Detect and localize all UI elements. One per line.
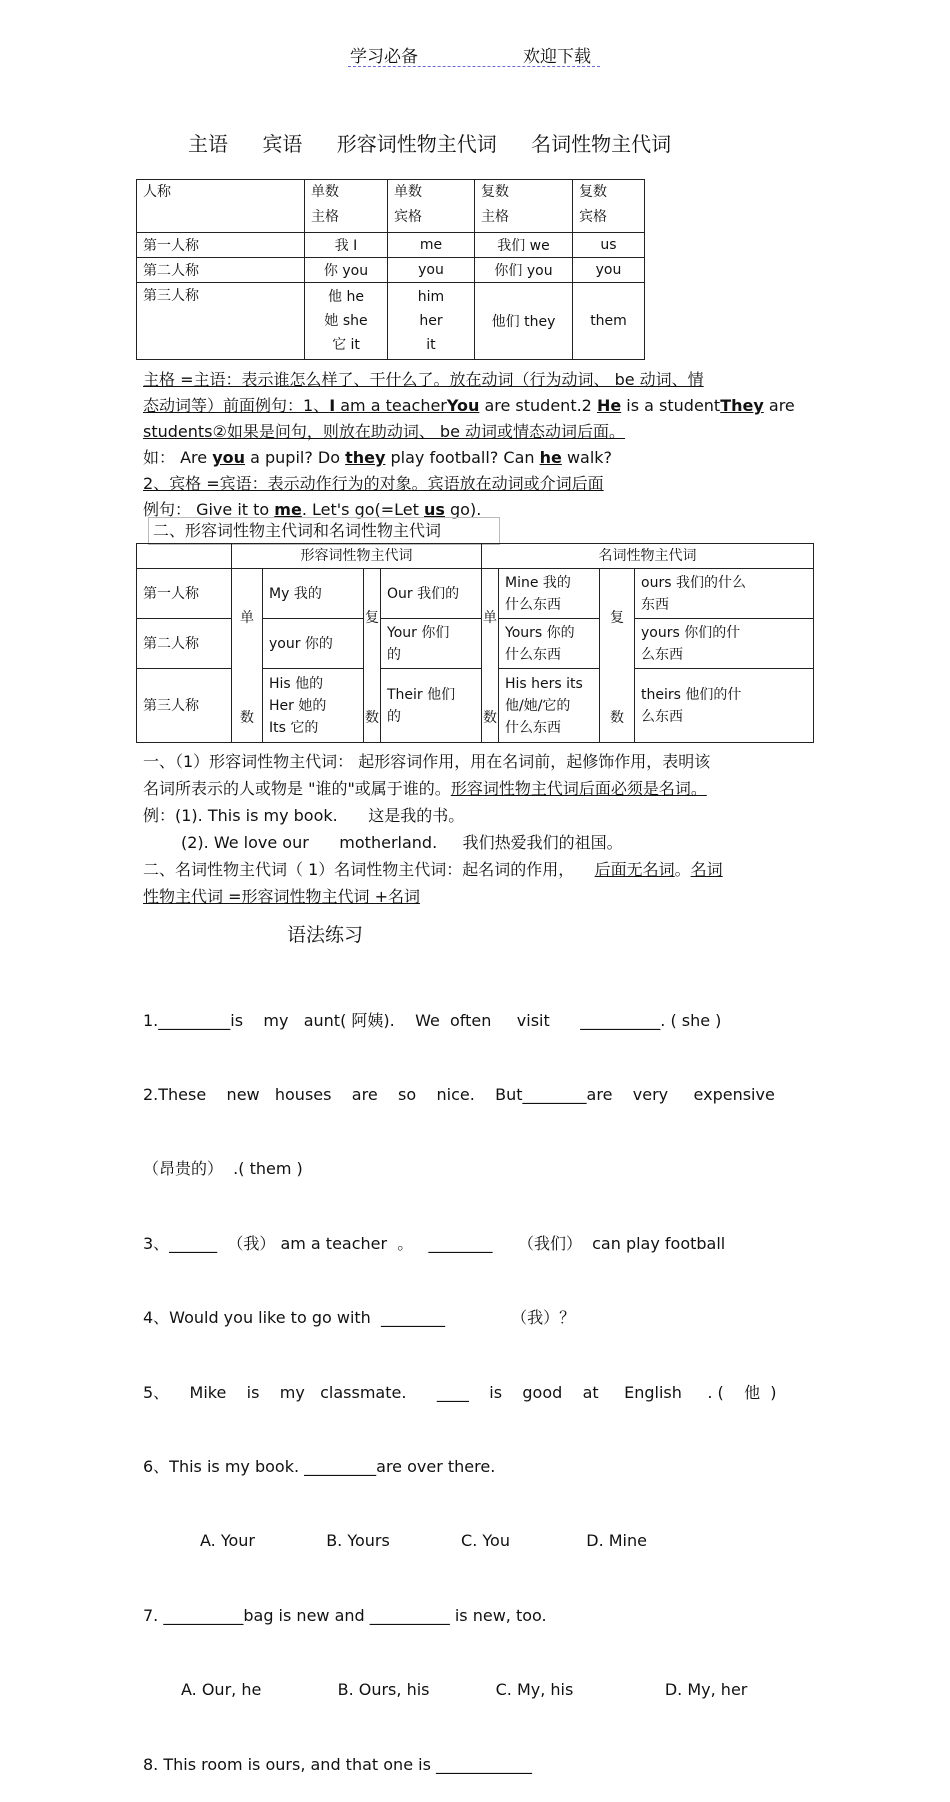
- page-header: [348, 42, 600, 67]
- cell-pl-subj: 你们 you: [475, 258, 573, 283]
- list-item: 7. __________bag is new and __________ is new, too.: [143, 1605, 547, 1625]
- list-item: 3、______ （我） am a teacher 。 ________ （我们） can play football: [143, 1233, 726, 1253]
- row-person: 第二人称: [137, 258, 305, 283]
- page-title: [188, 128, 699, 157]
- header-sg-subj: 单数 主格: [305, 180, 388, 233]
- cell-adj-sg: your 你的: [263, 619, 364, 669]
- row-person: 第一人称: [137, 569, 232, 619]
- row-person: 第一人称: [137, 233, 305, 258]
- cell-sg-obj: me: [388, 233, 475, 258]
- table-row: [137, 569, 814, 619]
- header-sg-obj: 单数 宾格: [388, 180, 475, 233]
- header-right: 欢迎下载: [523, 47, 591, 67]
- possessive-pronoun-table: [136, 543, 814, 743]
- exercise-title: 语法练习: [287, 924, 364, 946]
- pronoun-case-table: [136, 179, 645, 360]
- cell-noun-sg: Mine 我的 什么东西: [499, 569, 600, 619]
- title-adj-possessive: 形容词性物主代词: [336, 132, 497, 156]
- list-item: 2.These new houses are so nice. But________are very expensive: [143, 1084, 775, 1104]
- cell-sg-subj: 你 you: [305, 258, 388, 283]
- header-person: 人称: [137, 180, 305, 233]
- adj-pl-label: 复 数: [364, 569, 381, 743]
- table-row: [137, 233, 645, 258]
- list-item: A. Your B. Yours C. You D. Mine: [200, 1531, 647, 1551]
- noun-sg-label: 单 数: [482, 569, 499, 743]
- list-item: 5、 Mike is my classmate. ____ is good at English . ( 他 ): [143, 1382, 777, 1402]
- list-item: 6、This is my book. _________are over there.: [143, 1456, 496, 1476]
- exercise-list: [143, 959, 808, 1802]
- cell-pl-subj: 他们 they: [475, 283, 573, 360]
- cell-noun-sg: Yours 你的 什么东西: [499, 619, 600, 669]
- title-noun-possessive: 名词性物主代词: [531, 132, 672, 156]
- header-pl-subj: 复数 主格: [475, 180, 573, 233]
- cell-sg-subj: 他 he 她 she 它 it: [305, 283, 388, 360]
- cell-sg-subj: 我 I: [305, 233, 388, 258]
- cell-sg-obj: you: [388, 258, 475, 283]
- cell-noun-sg: His hers its 他/她/它的 什么东西: [499, 669, 600, 743]
- header-left: 学习必备: [350, 47, 418, 67]
- header-noun-possessive: 名词性物主代词: [482, 544, 814, 569]
- list-item: （昂贵的） .( them ): [143, 1159, 303, 1179]
- table-row: [137, 283, 645, 360]
- noun-pl-label: 复 数: [600, 569, 635, 743]
- list-item: A. Our, he B. Ours, his C. My, his D. My, her: [181, 1680, 748, 1700]
- cell-noun-pl: theirs 他们的什 么东西: [635, 669, 814, 743]
- row-person: 第二人称: [137, 619, 232, 669]
- section2-title: 二、形容词性物主代词和名词性物主代词: [148, 517, 500, 545]
- table-header-row: [137, 180, 645, 233]
- cell-pl-subj: 我们 we: [475, 233, 573, 258]
- title-object: 宾语: [262, 132, 303, 156]
- list-item: 4、Would you like to go with ________ （我）？: [143, 1308, 576, 1328]
- row-person: 第三人称: [137, 283, 305, 360]
- cell-noun-pl: yours 你们的什 么东西: [635, 619, 814, 669]
- cell-pl-obj: you: [573, 258, 645, 283]
- cell-sg-obj: him her it: [388, 283, 475, 360]
- subject-case-explanation: 主格 =主语：表示谁怎么样了、干什么了。放在动词（行为动词、 be 动词、情 态动词等）前面例句：1、I am a teacherYou are student.2 He is a studentThey are students②如果是问句，则放在助动词、 be 动词或情态动词后面。 如： Are you a pupil? Do they play football? Can he walk? 2、宾格 =宾语：表示动作行为的对象。宾语放在动词或介词后面 例句： Give it to me. Let's go(=Let us go).: [143, 370, 795, 519]
- list-item: 1._________is my aunt( 阿姨). We often visit __________. ( she ): [143, 1010, 722, 1030]
- list-item: 8. This room is ours, and that one is ____________: [143, 1754, 532, 1774]
- table-header-row: [137, 544, 814, 569]
- title-subject: 主语: [188, 132, 228, 156]
- cell-adj-pl: Your 你们 的: [381, 619, 482, 669]
- cell-pl-obj: them: [573, 283, 645, 360]
- cell-adj-pl: Their 他们 的: [381, 669, 482, 743]
- table-row: [137, 258, 645, 283]
- header-adj-possessive: 形容词性物主代词: [232, 544, 482, 569]
- cell-pl-obj: us: [573, 233, 645, 258]
- row-person: 第三人称: [137, 669, 232, 743]
- adj-sg-label: 单 数: [232, 569, 263, 743]
- possessive-explanation: 一、（1）形容词性物主代词： 起形容词作用，用在名词前，起修饰作用，表明该 名词所表示的人或物是 "谁的"或属于谁的。形容词性物主代词后面必须是名词。 例：(1). This is my book. 这是我的书。 (2). We love our motherland. 我们热爱我们的祖国。 二、名词性物主代词（ 1）名词性物主代词：起名词的作用， 后面无名词。名词 性物主代词 =形容词性物主代词 +名词: [143, 752, 723, 906]
- cell-adj-pl: Our 我们的: [381, 569, 482, 619]
- cell-noun-pl: ours 我们的什么 东西: [635, 569, 814, 619]
- cell-adj-sg: His 他的 Her 她的 Its 它的: [263, 669, 364, 743]
- header-pl-obj: 复数 宾格: [573, 180, 645, 233]
- cell-adj-sg: My 我的: [263, 569, 364, 619]
